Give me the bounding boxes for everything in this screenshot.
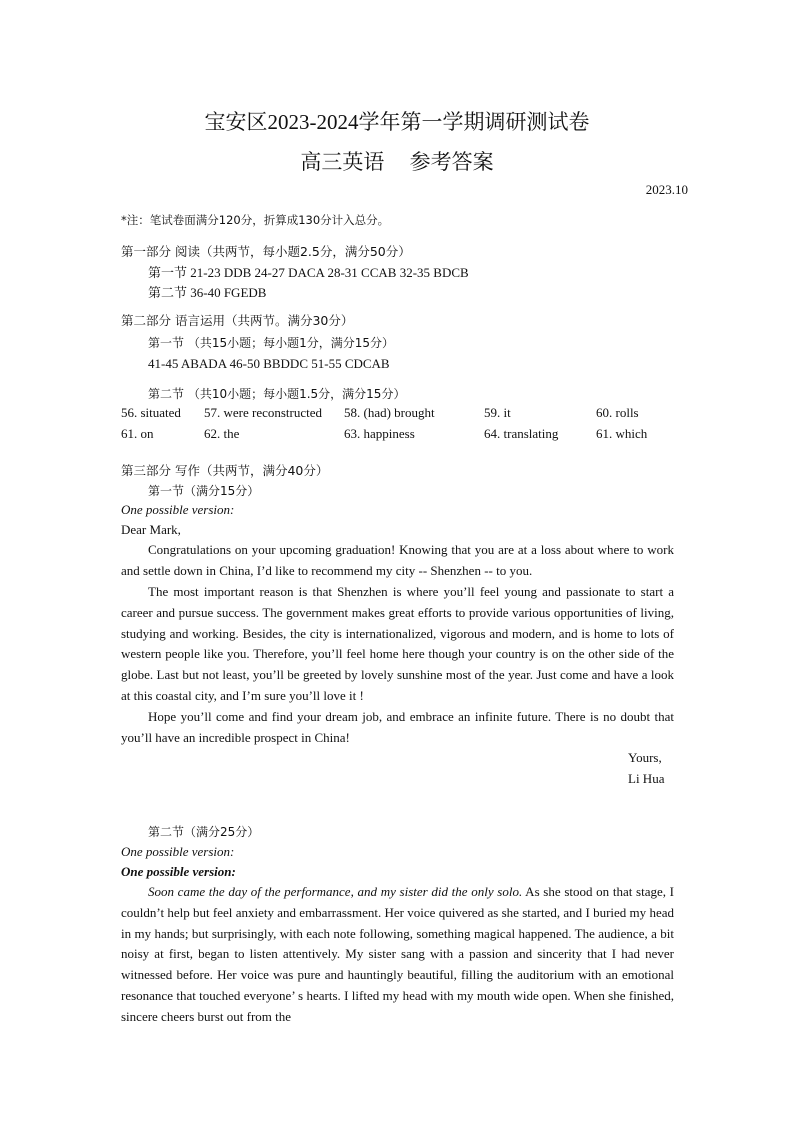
subject-label: 高三英语 <box>300 150 385 174</box>
part1-section1-answers: 第一节 21-23 DDB 24-27 DACA 28-31 CCAB 32-35 BDCB <box>148 265 469 280</box>
answer-cell: 56. situated <box>121 405 181 420</box>
letter-signature: Li Hua <box>628 771 665 786</box>
part2-section1-heading: 第一节 （共15小题；每小题1分，满分15分） <box>148 336 394 350</box>
part3-section2-heading: 第二节（满分25分） <box>148 825 260 839</box>
letter-greeting: Dear Mark, <box>121 522 181 537</box>
answer-key-label: 参考答案 <box>409 150 494 174</box>
story-paragraph <box>121 882 674 1028</box>
version-label-bold: One possible version: <box>121 864 236 879</box>
part2-heading: 第二部分 语言运用（共两节。满分30分） <box>121 313 354 328</box>
answer-cell: 60. rolls <box>596 405 639 420</box>
answer-cell: 61. which <box>596 426 648 441</box>
letter-paragraph: Congratulations on your upcoming graduation! Knowing that you are at a loss about where to work and settle down in China, I’d like to recommend my city -- Shenzhen -- to you. <box>121 542 674 578</box>
version-label: One possible version: <box>121 502 235 517</box>
letter-paragraph: Hope you’ll come and find your dream job, and embrace an infinite future. There is no doubt that you’ll have an incredible prospect in China! <box>121 709 674 745</box>
document-title: 宝安区2023-2024学年第一学期调研测试卷 <box>204 110 590 134</box>
document-date: 2023.10 <box>645 182 688 197</box>
part2-section2-heading: 第二节 （共10小题；每小题1.5分，满分15分） <box>148 387 406 401</box>
score-note: *注：笔试卷面满分120分，折算成130分计入总分。 <box>121 213 390 227</box>
letter-closing: Yours, <box>628 750 662 765</box>
story-body: As she stood on that stage, I couldn’t help but feel anxiety and embarrassment. Her voice quivered as she started, and I buried my head in my hands; but surprisingly, with each note following, something magical happened. The audience, a bit noisy at first, began to listen attentively. My sister sang with a passion and sincerity that I had never witnessed before. Her voice was pure and hauntingly beautiful, filling the auditorium with an emotional resonance that touched everyone’ s hearts. I lifted my head with my mouth wide open. When she finished, sincere cheers burst out from the <box>121 884 674 1024</box>
answer-cell: 63. happiness <box>344 426 415 441</box>
part3-heading: 第三部分 写作（共两节，满分40分） <box>121 463 329 478</box>
answer-cell: 61. on <box>121 426 154 441</box>
letter-paragraph: The most important reason is that Shenzhen is where you’ll feel young and passionate to start a career and pursue success. The government makes great efforts to provide various opportunities of living, studying and working. Besides, the city is internationalized, vigorous and modern, and is home to lots of western people like you. Therefore, you’ll feel home here though your country is on the other side of the globe. Last but not least, you’ll be greeted by lovely sunshine most of the year. Just come and have a look at this coastal city, and I’m sure you’ll love it ! <box>121 584 674 703</box>
answer-cell: 59. it <box>484 405 511 420</box>
answer-cell: 62. the <box>204 426 240 441</box>
document-subtitle <box>0 146 794 176</box>
story-lead-sentence: Soon came the day of the performance, and my sister did the only solo. <box>148 884 523 899</box>
answer-cell: 64. translating <box>484 426 559 441</box>
answer-cell: 57. were reconstructed <box>204 405 323 420</box>
version-label: One possible version: <box>121 844 235 859</box>
part1-section2-answers: 第二节 36-40 FGEDB <box>148 285 267 300</box>
part2-section1-answers: 41-45 ABADA 46-50 BBDDC 51-55 CDCAB <box>148 356 390 371</box>
part3-section1-heading: 第一节（满分15分） <box>148 484 260 498</box>
part1-heading: 第一部分 阅读（共两节，每小题2.5分，满分50分） <box>121 244 411 259</box>
answer-cell: 58. (had) brought <box>344 405 435 420</box>
